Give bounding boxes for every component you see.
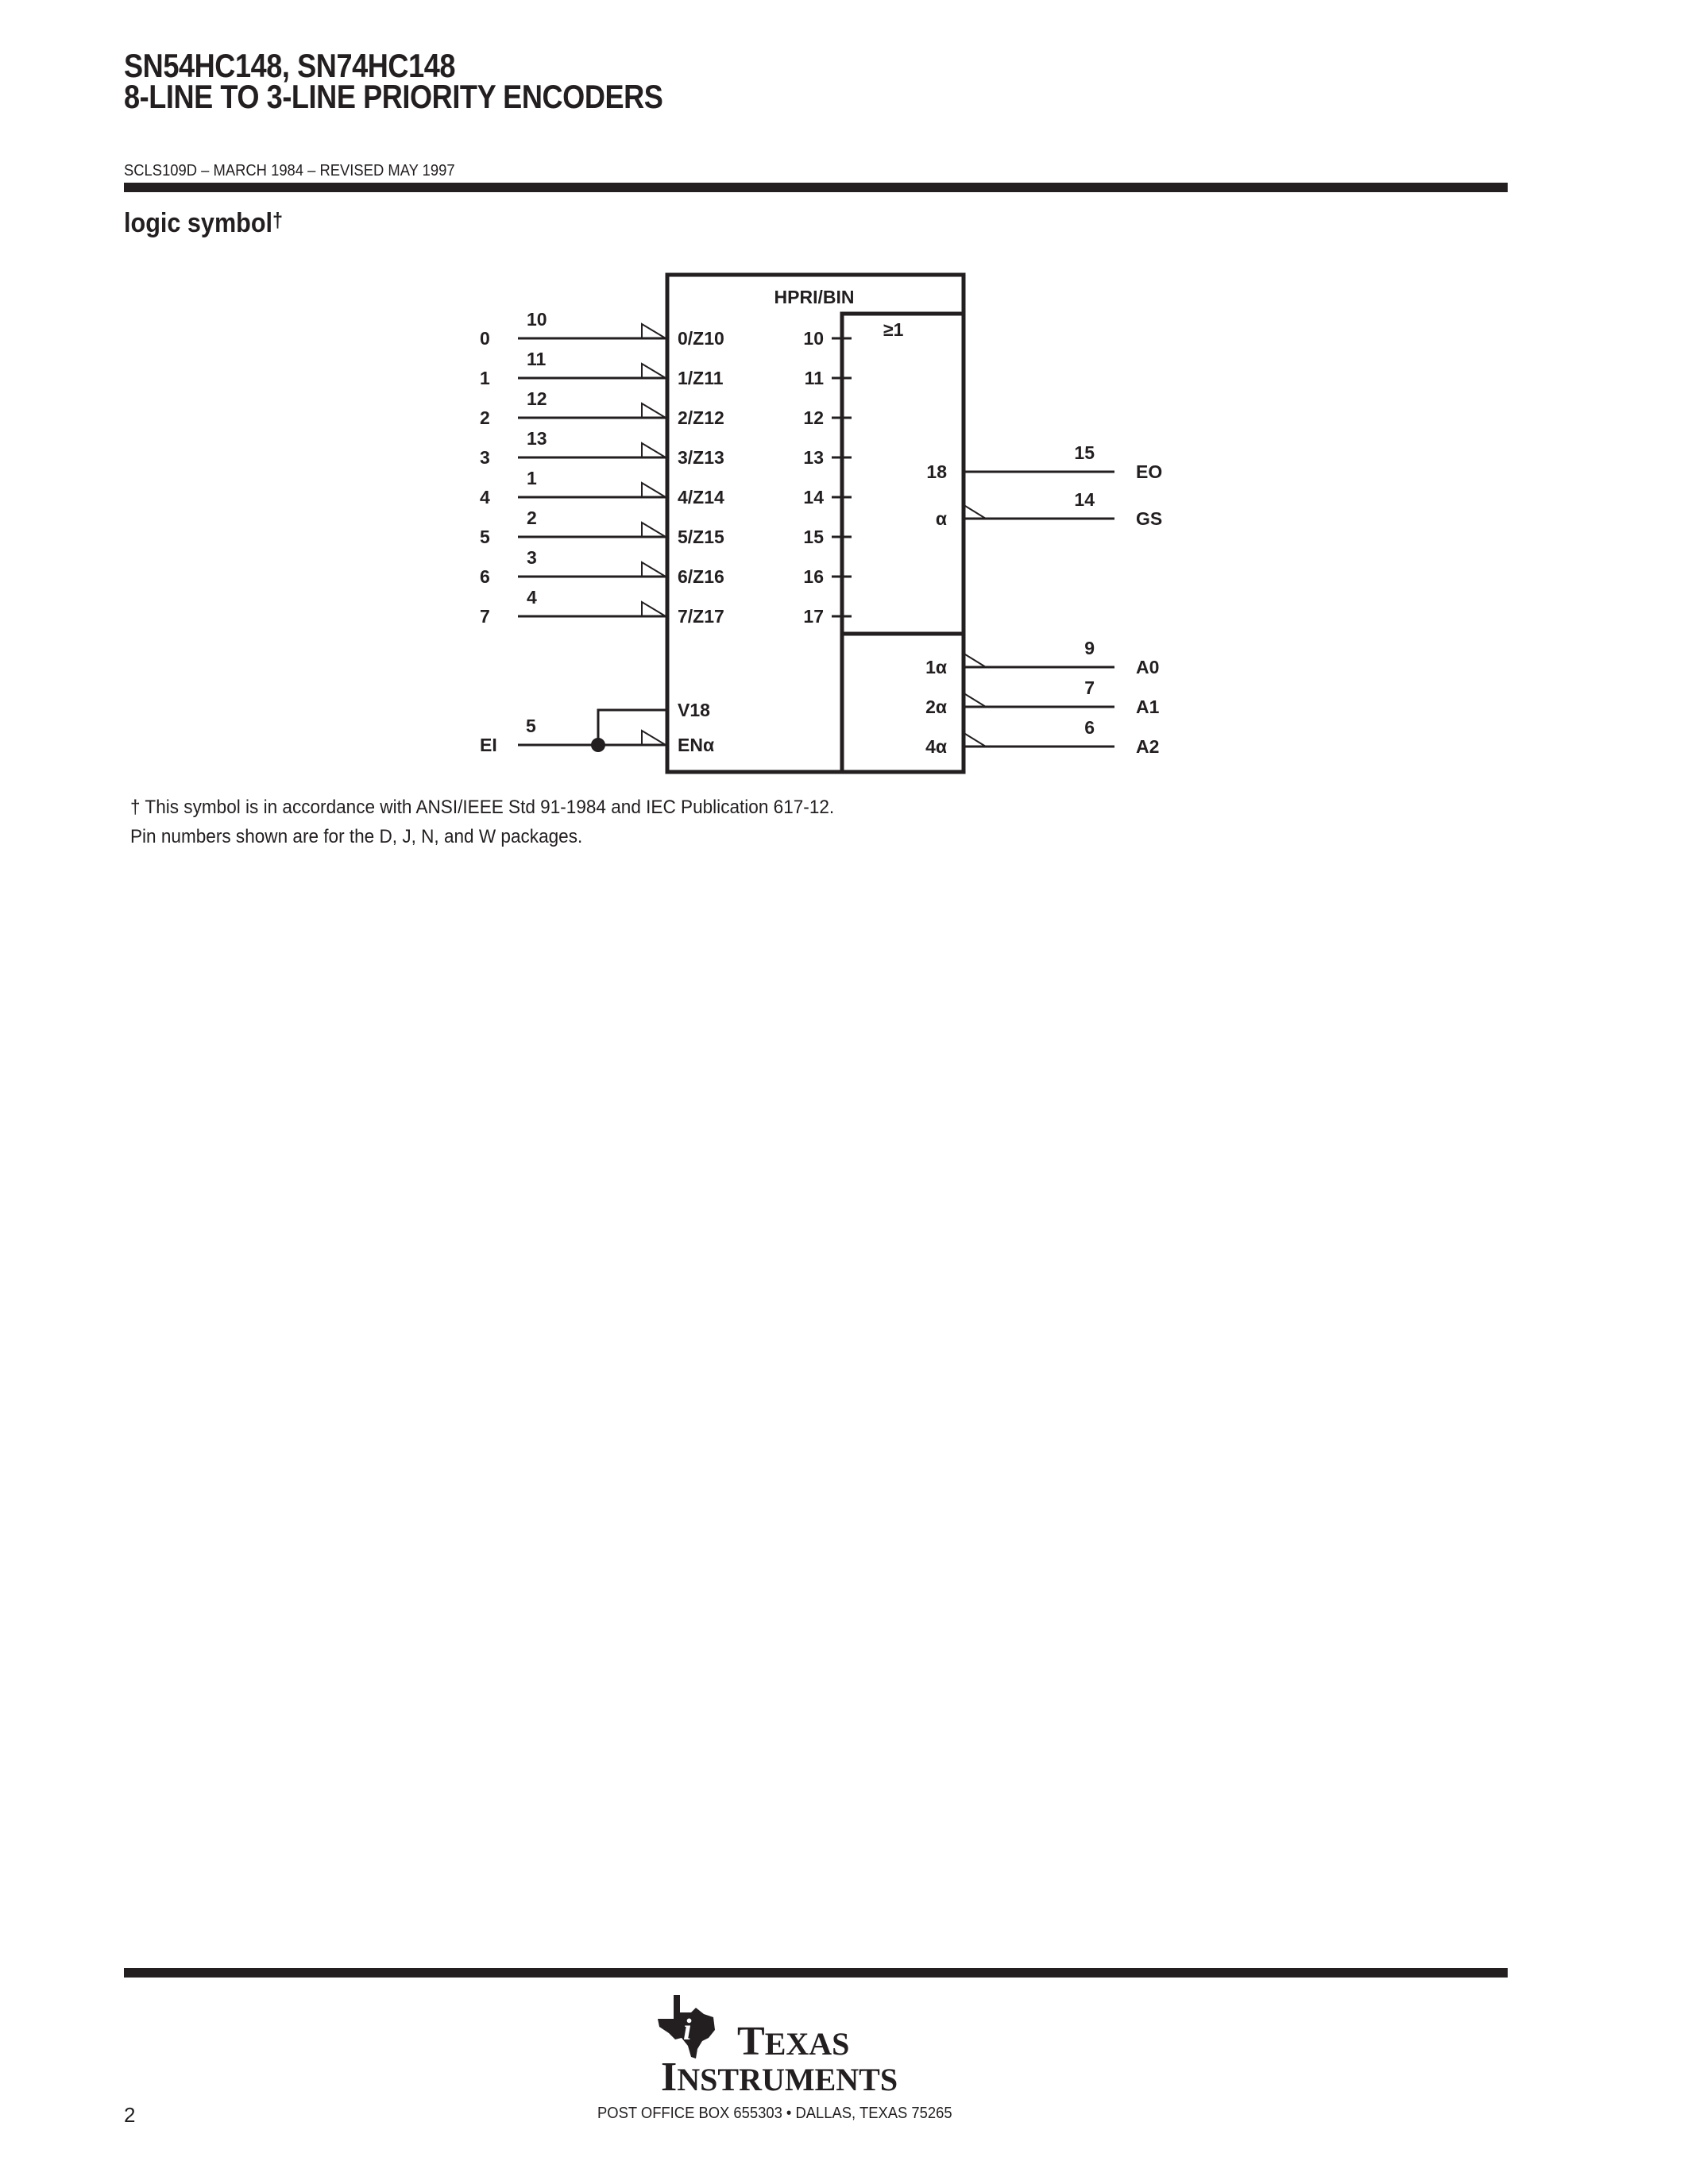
- internal-label: 2/Z12: [678, 407, 724, 428]
- pin-number: 1: [527, 468, 537, 488]
- input-name: 2: [480, 407, 490, 428]
- z-label: 11: [804, 368, 824, 388]
- internal-label: 4α: [925, 736, 947, 757]
- junction-dot-icon: [591, 738, 605, 752]
- internal-label: 1α: [925, 657, 947, 677]
- ti-logo-icon: [656, 1993, 728, 2060]
- doc-id-revision: SCLS109D – MARCH 1984 – REVISED MAY 1997: [124, 162, 455, 179]
- output-name: EO: [1136, 461, 1163, 482]
- ti-logo-texas: TEXAS: [737, 2019, 850, 2064]
- ti-logo-texas-rest: EXAS: [764, 2026, 850, 2062]
- pin-number: 2: [527, 507, 537, 528]
- output-name: GS: [1136, 508, 1163, 529]
- output-name: A0: [1136, 657, 1160, 677]
- output-a2: [925, 717, 1159, 757]
- pin-number: 4: [527, 587, 537, 608]
- z-label: 13: [803, 447, 824, 468]
- pin-number: 12: [527, 388, 547, 409]
- input-name: 4: [480, 487, 490, 507]
- pin-number: 7: [1084, 677, 1095, 698]
- internal-label: 2α: [925, 696, 947, 717]
- v18-label: V18: [678, 700, 710, 720]
- input-name: 7: [480, 606, 490, 627]
- internal-label: 7/Z17: [678, 606, 724, 627]
- footnote-line-2: Pin numbers shown are for the D, J, N, and W packages.: [130, 826, 583, 847]
- z-label: 10: [803, 328, 824, 349]
- internal-label: 0/Z10: [678, 328, 724, 349]
- output-a0: [925, 638, 1159, 677]
- internal-label: 18: [926, 461, 947, 482]
- input-name: 1: [480, 368, 490, 388]
- pin-number: 11: [527, 349, 547, 369]
- pin-number: 13: [527, 428, 547, 449]
- z-label: 16: [803, 566, 824, 587]
- z-label: 15: [803, 527, 824, 547]
- hpri-bin-block: [667, 275, 964, 772]
- pin-number: 3: [527, 547, 537, 568]
- svg-text:i: i: [683, 2013, 692, 2047]
- input-name: 0: [480, 328, 490, 349]
- output-a1: [925, 677, 1160, 717]
- internal-label: 4/Z14: [678, 487, 724, 507]
- internal-label: 5/Z15: [678, 527, 724, 547]
- or-label: ≥1: [883, 319, 904, 340]
- pin-number: 14: [1074, 489, 1095, 510]
- input-name: 6: [480, 566, 490, 587]
- pin-number: 10: [527, 309, 547, 330]
- enable-name: EI: [480, 735, 497, 755]
- en-label: ENα: [678, 735, 715, 755]
- footnote-line-1: † This symbol is in accordance with ANSI/IEEE Std 91-1984 and IEC Publication 617-12.: [130, 797, 835, 818]
- logic-symbol-diagram: [0, 0, 1688, 794]
- output-name: A1: [1136, 696, 1160, 717]
- doc-title-part-numbers: SN54HC148, SN74HC148: [124, 47, 456, 84]
- block-label: HPRI/BIN: [774, 287, 855, 307]
- page-number: 2: [124, 2103, 136, 2127]
- output-name: A2: [1136, 736, 1160, 757]
- ti-logo-instruments-rest: NSTRUMENTS: [677, 2062, 898, 2097]
- internal-label: 3/Z13: [678, 447, 724, 468]
- z-label: 14: [803, 487, 824, 507]
- ti-logo-instruments: INSTRUMENTS: [661, 2055, 898, 2100]
- footer-rule: [124, 1968, 1508, 1978]
- pin-number: 9: [1084, 638, 1095, 658]
- enable-input: [480, 700, 714, 755]
- section-title: logic symbol: [124, 208, 273, 238]
- input-name: 3: [480, 447, 490, 468]
- internal-label: 1/Z11: [678, 368, 724, 388]
- z-label: 12: [803, 407, 824, 428]
- input-name: 5: [480, 527, 490, 547]
- footer-address: POST OFFICE BOX 655303 • DALLAS, TEXAS 75265: [597, 2105, 952, 2122]
- internal-label: α: [935, 508, 947, 529]
- doc-title-description: 8-LINE TO 3-LINE PRIORITY ENCODERS: [124, 78, 663, 115]
- dagger-mark: †: [272, 208, 284, 232]
- output-gs: [936, 489, 1162, 529]
- pin-number: 15: [1074, 442, 1095, 463]
- internal-label: 6/Z16: [678, 566, 724, 587]
- pin-number: 6: [1084, 717, 1095, 738]
- z-label: 17: [803, 606, 824, 627]
- pin-number: 5: [526, 716, 536, 736]
